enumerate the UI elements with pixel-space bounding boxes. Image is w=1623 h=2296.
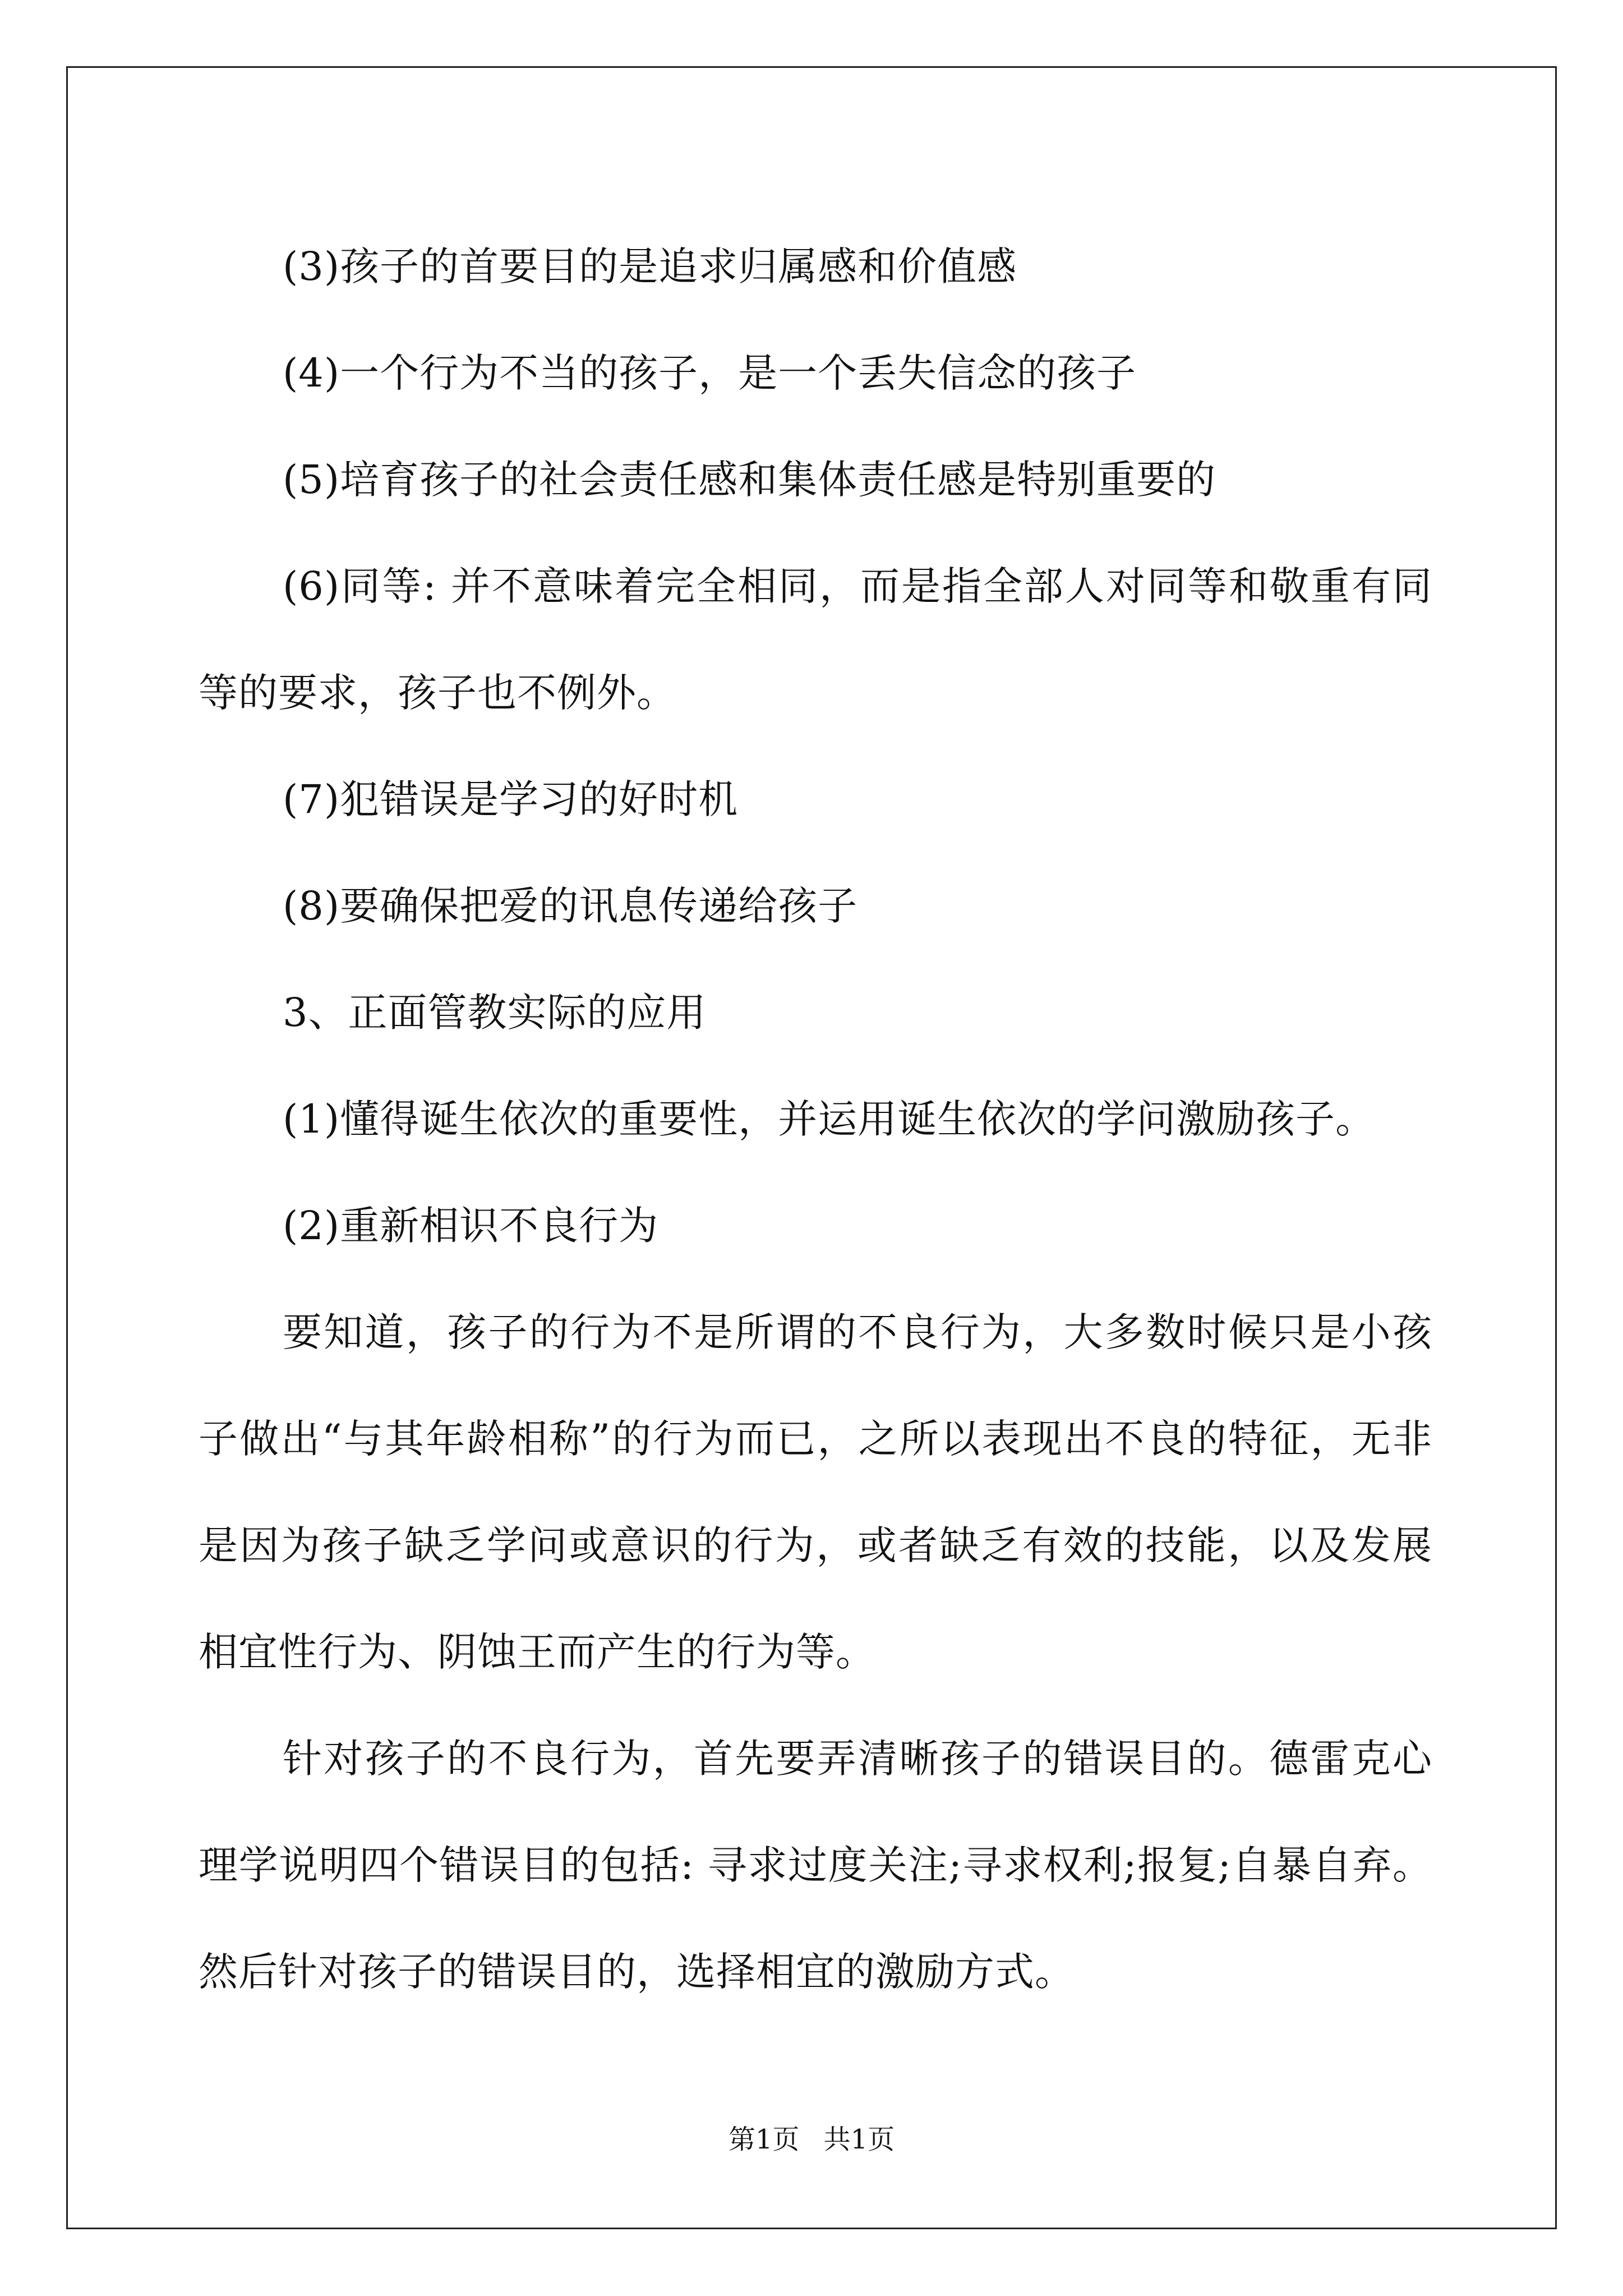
page-current: 第1页 — [728, 2124, 800, 2155]
paragraph-app-1: (1)懂得诞生依次的重要性，并运用诞生依次的学问激励孩子。 — [283, 1096, 1376, 1142]
page-footer — [0, 2118, 1623, 2156]
paragraph-7: (7)犯错误是学习的好时机 — [283, 776, 739, 822]
section-heading: 3、正面管教实际的应用 — [283, 990, 707, 1036]
document-body — [199, 213, 1432, 2025]
paragraph-5: (5)培育孩子的社会责任感和集体责任感是特别重要的 — [283, 457, 1216, 503]
paragraph-app-2: (2)重新相识不良行为 — [283, 1203, 659, 1249]
paragraph-body-2: 针对孩子的不良行为，首先要弄清晰孩子的错误目的。德雷克心理学说明四个错误目的包括: 寻求过度关注;寻求权利;报复;自暴自弃。然后针对孩子的错误目的，选择相宜的激励方式。 — [199, 1736, 1432, 1995]
page-total: 共1页 — [823, 2124, 895, 2155]
paragraph-3: (3)孩子的首要目的是追求归属感和价值感 — [283, 243, 1017, 289]
paragraph-4: (4)一个行为不当的孩子，是一个丢失信念的孩子 — [283, 350, 1137, 396]
paragraph-6: (6)同等: 并不意味着完全相同，而是指全部人对同等和敬重有同等的要求，孩子也不例外。 — [199, 563, 1432, 716]
paragraph-8: (8)要确保把爱的讯息传递给孩子 — [283, 883, 858, 929]
paragraph-body-1: 要知道，孩子的行为不是所谓的不良行为，大多数时候只是小孩子做出“与其年龄相称”的行为而已，之所以表现出不良的特征，无非是因为孩子缺乏学问或意识的行为，或者缺乏有效的技能，以及发展相宜性行为、阴蚀王而产生的行为等。 — [199, 1309, 1432, 1675]
